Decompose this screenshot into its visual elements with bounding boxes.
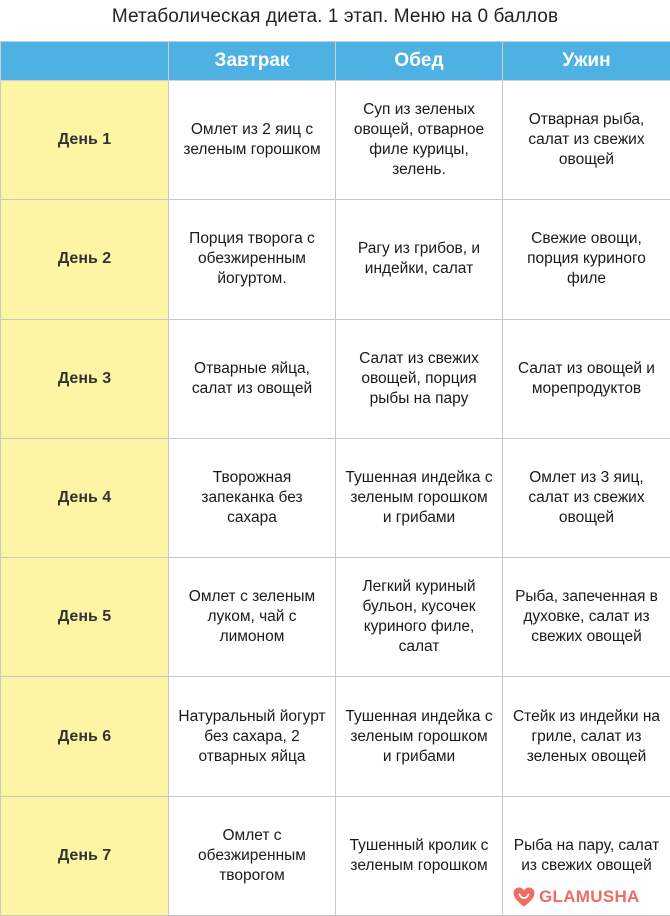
lunch-cell: Суп из зеленых овощей, отварное филе курицы, зелень. bbox=[336, 81, 503, 200]
day-cell: День 1 bbox=[1, 81, 169, 200]
watermark-text: GLAMUSHA bbox=[539, 887, 640, 906]
breakfast-cell: Омлет из 2 яиц с зеленым горошком bbox=[169, 81, 336, 200]
breakfast-cell: Творожная запеканка без сахара bbox=[169, 438, 336, 557]
dinner-cell: Стейк из индейки на гриле, салат из зеленых овощей bbox=[503, 677, 670, 796]
table-row bbox=[1, 81, 670, 200]
header-breakfast: Завтрак bbox=[169, 42, 336, 81]
lunch-cell: Тушенный кролик с зеленым горошком bbox=[336, 796, 503, 915]
dinner-cell: Отварная рыба, салат из свежих овощей bbox=[503, 81, 670, 200]
lunch-cell: Салат из свежих овощей, порция рыбы на пару bbox=[336, 319, 503, 438]
table-row bbox=[1, 200, 670, 319]
lunch-cell: Тушенная индейка с зеленым горошком и грибами bbox=[336, 438, 503, 557]
breakfast-cell: Омлет с зеленым луком, чай с лимоном bbox=[169, 558, 336, 677]
lunch-cell: Тушенная индейка с зеленым горошком и грибами bbox=[336, 677, 503, 796]
day-cell: День 5 bbox=[1, 558, 169, 677]
lunch-cell: Рагу из грибов, и индейки, салат bbox=[336, 200, 503, 319]
breakfast-cell: Отварные яйца, салат из овощей bbox=[169, 319, 336, 438]
breakfast-cell: Порция творога с обезжиренным йогуртом. bbox=[169, 200, 336, 319]
header-lunch: Обед bbox=[336, 42, 503, 81]
header-corner bbox=[1, 42, 169, 81]
header-row bbox=[1, 42, 670, 81]
day-cell: День 4 bbox=[1, 438, 169, 557]
header-dinner: Ужин bbox=[503, 42, 670, 81]
day-cell: День 3 bbox=[1, 319, 169, 438]
page-title: Метаболическая диета. 1 этап. Меню на 0 баллов bbox=[111, 6, 559, 27]
day-cell: День 6 bbox=[1, 677, 169, 796]
table-row bbox=[1, 438, 670, 557]
dinner-cell: Рыба, запеченная в духовке, салат из свежих овощей bbox=[503, 558, 670, 677]
dinner-cell: Омлет из 3 яиц, салат из свежих овощей bbox=[503, 438, 670, 557]
table-row bbox=[1, 558, 670, 677]
lunch-cell: Легкий куриный бульон, кусочек куриного филе, салат bbox=[336, 558, 503, 677]
breakfast-cell: Натуральный йогурт без сахара, 2 отварных яйца bbox=[169, 677, 336, 796]
day-cell: День 2 bbox=[1, 200, 169, 319]
breakfast-cell: Омлет с обезжиренным творогом bbox=[169, 796, 336, 915]
watermark-logo bbox=[512, 882, 662, 912]
table-row bbox=[1, 677, 670, 796]
day-cell: День 7 bbox=[1, 796, 169, 915]
heart-icon bbox=[512, 885, 536, 909]
menu-table bbox=[0, 41, 670, 916]
table-row bbox=[1, 319, 670, 438]
dinner-cell: Рыба на пару, салат из свежих овощей bbox=[503, 796, 670, 915]
dinner-cell: Свежие овощи, порция куриного филе bbox=[503, 200, 670, 319]
dinner-cell: Салат из овощей и морепродуктов bbox=[503, 319, 670, 438]
